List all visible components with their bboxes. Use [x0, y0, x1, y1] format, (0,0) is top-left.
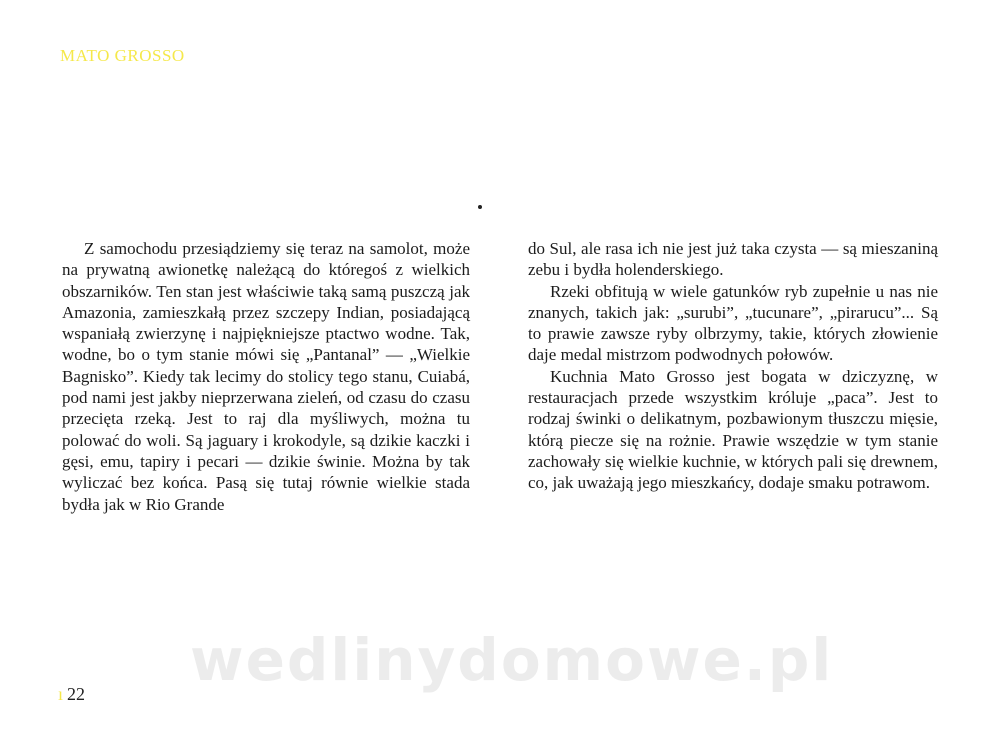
left-column — [62, 238, 470, 515]
page-number-value: 22 — [67, 684, 86, 704]
paragraph-1-continuation: do Sul, ale rasa ich nie jest już taka czysta — są mieszaniną zebu i bydła holenderskiego. — [528, 239, 938, 280]
page-mark-icon: ı — [58, 684, 64, 704]
watermark: wedlinydomowe.pl — [190, 626, 834, 694]
paragraph-2: Rzeki obfitują w wiele gatunków ryb zupełnie u nas nie znanych, takich jak: „surubi”, „tucunare”, „pirarucu”... Są to prawie zawsze ryby olbrzymy, takie, których złowienie daje medal mistrzom podwodnych połowów. — [528, 281, 938, 365]
right-column — [528, 238, 938, 494]
page-number — [58, 684, 85, 705]
decorative-dot — [478, 205, 482, 209]
paragraph-3: Kuchnia Mato Grosso jest bogata w dziczyznę, w restauracjach przede wszystkim króluje „paca”. Jest to rodzaj świnki o delikatnym, pozbawionym tłuszczu mięsie, którą piecze się na rożnie. Prawie wszędzie w tym stanie zachowały się wielkie kuchnie, w których pali się drewnem, co, jak uważają jego mieszkańcy, dodaje smaku potrawom. — [528, 366, 938, 493]
paragraph-1: Z samochodu przesiądziemy się teraz na samolot, może na prywatną awionetkę należącą do któregoś z wielkich obszarników. Ten stan jest właściwie taką samą puszczą jak Amazonia, zamieszkałą przez szczepy Indian, posiadającą wspaniałą zwierzynę i najpiękniejsze ptactwo wodne. Tak, wodne, bo o tym stanie mówi się „Pantanal” — „Wielkie Bagnisko”. Kiedy tak lecimy do stolicy tego stanu, Cuiabá, pod nami jest jakby nieprzerwana zieleń, od czasu do czasu przecięta rzeką. Jest to raj dla myśliwych, można tu polować do woli. Są jaguary i krokodyle, są dzikie kaczki i gęsi, emu, tapiry i pecari — dzikie świnie. Można by tak wyliczać bez końca. Pasą się tutaj równie wielkie stada bydła jak w Rio Grande — [62, 239, 470, 514]
chapter-title: MATO GROSSO — [60, 46, 185, 65]
